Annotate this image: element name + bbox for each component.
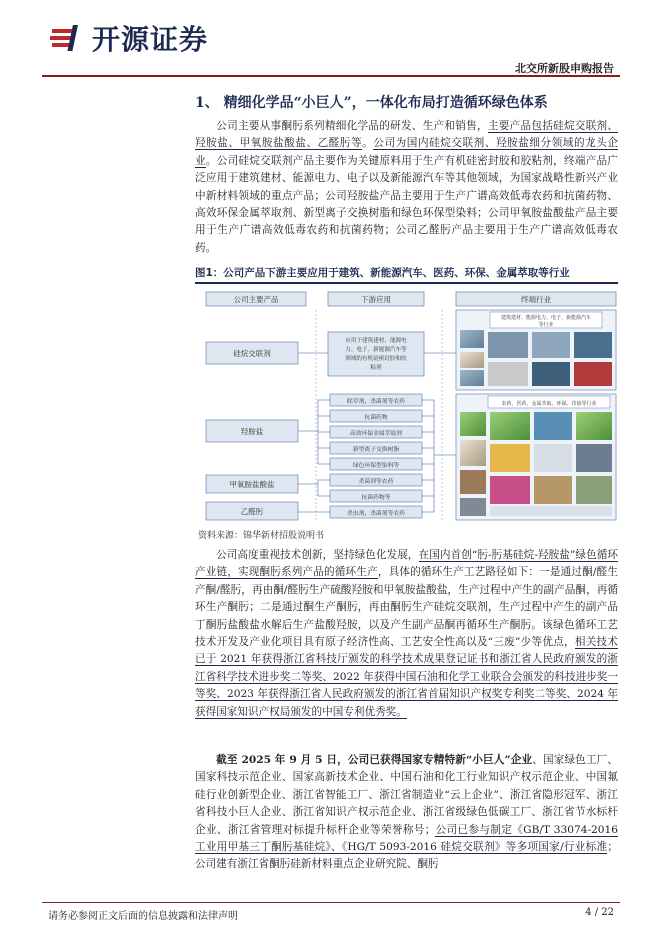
photo-lab: [460, 440, 486, 466]
terminal-bottom-label: 农药、医药、金属萃取、环保、印染等行业: [501, 401, 597, 407]
app-silane-line: 应用于建筑建材、能源电: [345, 338, 407, 344]
app-methoxyamine: 抗菌药物等: [361, 495, 391, 501]
footer-disclaimer: 请务必参阅正文后面的信息披露和法律声明: [48, 911, 238, 922]
para2-text-a: 公司高度重视技术创新，坚持绿色化发展，: [216, 549, 419, 561]
brand-logo: [48, 18, 208, 58]
photo-crop: [460, 412, 486, 436]
product-acetaldoxime: 乙醛肟: [240, 507, 264, 516]
photo-field: [490, 412, 530, 440]
col-header-products: 公司主要产品: [233, 295, 279, 304]
para1-main-products: 主要产品包括硅烷交联剂、羟胺盐、甲氧胺盐酸盐、乙醛肟等: [195, 120, 618, 150]
photo-solar-panel: [532, 362, 570, 386]
brand-name: 开源证券: [92, 23, 209, 56]
col-header-terminal: 终端行业: [521, 295, 551, 304]
terminal-top-line: 等行业: [538, 322, 554, 328]
para2-text-c: ，具体的循环生产工艺路径如下：一是通过酮/醛生产酮/醛肟，再由酮/醛肟生产硫酸羟胺和甲氧胺盐酸盐，生产过程中产生的副产品酮，再循环生产酮肟；二是通过酮生产酮肟，再由酮肟生产硅烷交联剂，生产过程中产生的副产品丁酮肟盐酸盐水解后生产盐酸羟胺，以及产生副产品酮再循环生产酮肟。该绿色循环工艺技术开发及产业化项目具有原子经济性高、工艺安全性高以及“三废”少等优点，: [195, 566, 618, 649]
photo-dye: [490, 476, 530, 504]
header-divider: [42, 75, 620, 77]
photo-pills: [490, 444, 530, 472]
photo-ev-car: [574, 362, 612, 386]
report-type: 北交所新股申购报告: [515, 62, 614, 75]
photo-resin: [460, 498, 486, 516]
paragraph-intro: [195, 118, 618, 257]
product-hydroxylamine: 羟胺盐: [240, 427, 264, 436]
photo-building: [460, 330, 484, 348]
photo-agriculture: [576, 412, 612, 440]
photo-metal: [460, 470, 486, 494]
app-methoxyamine: 杀菌剂等农药: [358, 479, 394, 485]
photo-windows: [532, 332, 570, 358]
para1-text-c: 。: [362, 137, 374, 150]
figure-source: 资料来源：锦华新材招股说明书: [198, 531, 325, 541]
photo-medicine: [534, 444, 572, 472]
paragraph-technology: [195, 547, 618, 721]
page-number: 4 / 22: [585, 907, 614, 918]
photo-solar: [574, 332, 612, 358]
section-title: 1、 精细化学品“小巨人”，一体化布局打造循环绿色体系: [195, 95, 548, 111]
app-acetaldoxime: 杀虫剂、杀菌剂等农药: [347, 511, 405, 517]
app-hydroxylamine: 高效环保金属萃取剂: [349, 431, 403, 437]
photo-strip: [490, 506, 612, 516]
para1-text-e: 。公司硅烷交联剂产品主要作为关键原料用于生产有机硅密封胶和胶粘剂，终端产品广泛应用于建筑建材、能源电力、电子以及新能源汽车等其他领域，为国家战略性新兴产业中新材料领域的重点产品；公司羟胺盐产品主要用于生产广谱高效低毒农药和抗菌药物、高效环保金属萃取剂、新型离子交换树脂和绿色环保型染料；公司甲氧胺盐酸盐产品主要用于生产广谱高效低毒农药和抗菌药物；公司乙醛肟产品主要用于生产广谱高效低毒农药。: [195, 154, 619, 254]
para1-leader: 公司为国内硅烷交联剂、羟胺盐细分领域的龙头企业: [195, 137, 619, 167]
photo-environment: [576, 476, 612, 504]
para3-text-d: ；公司建有浙江省酮肟硅新材料重点企业研究院、酮肟: [195, 841, 618, 871]
photo-farm: [534, 412, 572, 440]
app-silane-line: 粘剂: [370, 365, 382, 371]
para3-standards: 公司已参与制定《GB/T 33074-2016 工业用甲基三丁酮肟基硅烷》、《HG/T 5093-2016 硅烷交联剂》等多项国家/行业标准: [195, 823, 618, 854]
photo-treatment-plant: [576, 444, 612, 472]
para2-green-chain: 在国内首创“肟-肟基硅烷-羟胺盐”绿色循环产业链，实现酮肟系列产品的循环生产: [195, 549, 618, 579]
col-header-applications: 下游应用: [361, 295, 391, 304]
app-hydroxylamine: 抗菌药物: [364, 415, 388, 421]
app-hydroxylamine: 绿色环保型染料等: [352, 463, 400, 469]
photo-factory: [460, 370, 484, 386]
terminal-top-line: 建筑建材、能源电力、电子、新能源汽车: [500, 315, 592, 321]
footer-divider: [42, 902, 620, 903]
app-hydroxylamine: 新型离子交换树脂: [352, 447, 400, 453]
app-silane-line: 领域的有机硅密封胶和胶: [345, 356, 407, 362]
app-silane-line: 力、电子、新能源汽车等: [345, 347, 407, 353]
photo-sealant: [460, 352, 484, 368]
para2-awards: 相关技术已于 2021 年获得浙江省科技厅颁发的科学技术成果登记证书和浙江省人民政府颁发的浙江省科学技术进步奖二等奖、2022 年获得中国石油和化学工业联合会颁发的科技进步奖一等奖、2023 年获得浙江省人民政府颁发的浙江省首届知识产权奖专利奖二等奖、2024 年获得国家知识产权局颁发的中国专利优秀奖。: [195, 636, 618, 718]
product-silane: 硅烷交联剂: [233, 349, 271, 358]
para3-little-giant: 截至 2025 年 9 月 5 日，公司已获得国家专精特新“小巨人”企业: [216, 754, 533, 766]
photo-electronics: [488, 362, 528, 386]
paragraph-honors: [195, 752, 618, 874]
photo-city: [488, 332, 528, 358]
product-application-diagram: [198, 290, 618, 525]
app-hydroxylamine: 除草剂、杀菌剂等农药: [347, 399, 405, 405]
para3-text-b: 、国家绿色工厂、国家科技示范企业、国家高新技术企业、中国石油和化工行业知识产权示范企业、中国氟硅行业创新型企业、浙江省智能工厂、浙江省制造业“云上企业”、浙江省隐形冠军、浙江省科技小巨人企业、浙江省知识产权示范企业、浙江省级绿色低碳工厂、浙江省节水标杆企业、浙江省管理对标提升标杆企业等荣誉称号；: [195, 754, 619, 836]
figure-title: 图1：公司产品下游主要应用于建筑、新能源汽车、医药、环保、金属萃取等行业: [195, 265, 618, 284]
logo-mark-icon: [48, 20, 84, 56]
para1-text-a: 公司主要从事酮肟系列精细化学品的研发、生产和销售，: [216, 120, 488, 132]
photo-textile: [534, 476, 572, 504]
product-methoxyamine: 甲氧胺盐酸盐: [229, 480, 275, 489]
